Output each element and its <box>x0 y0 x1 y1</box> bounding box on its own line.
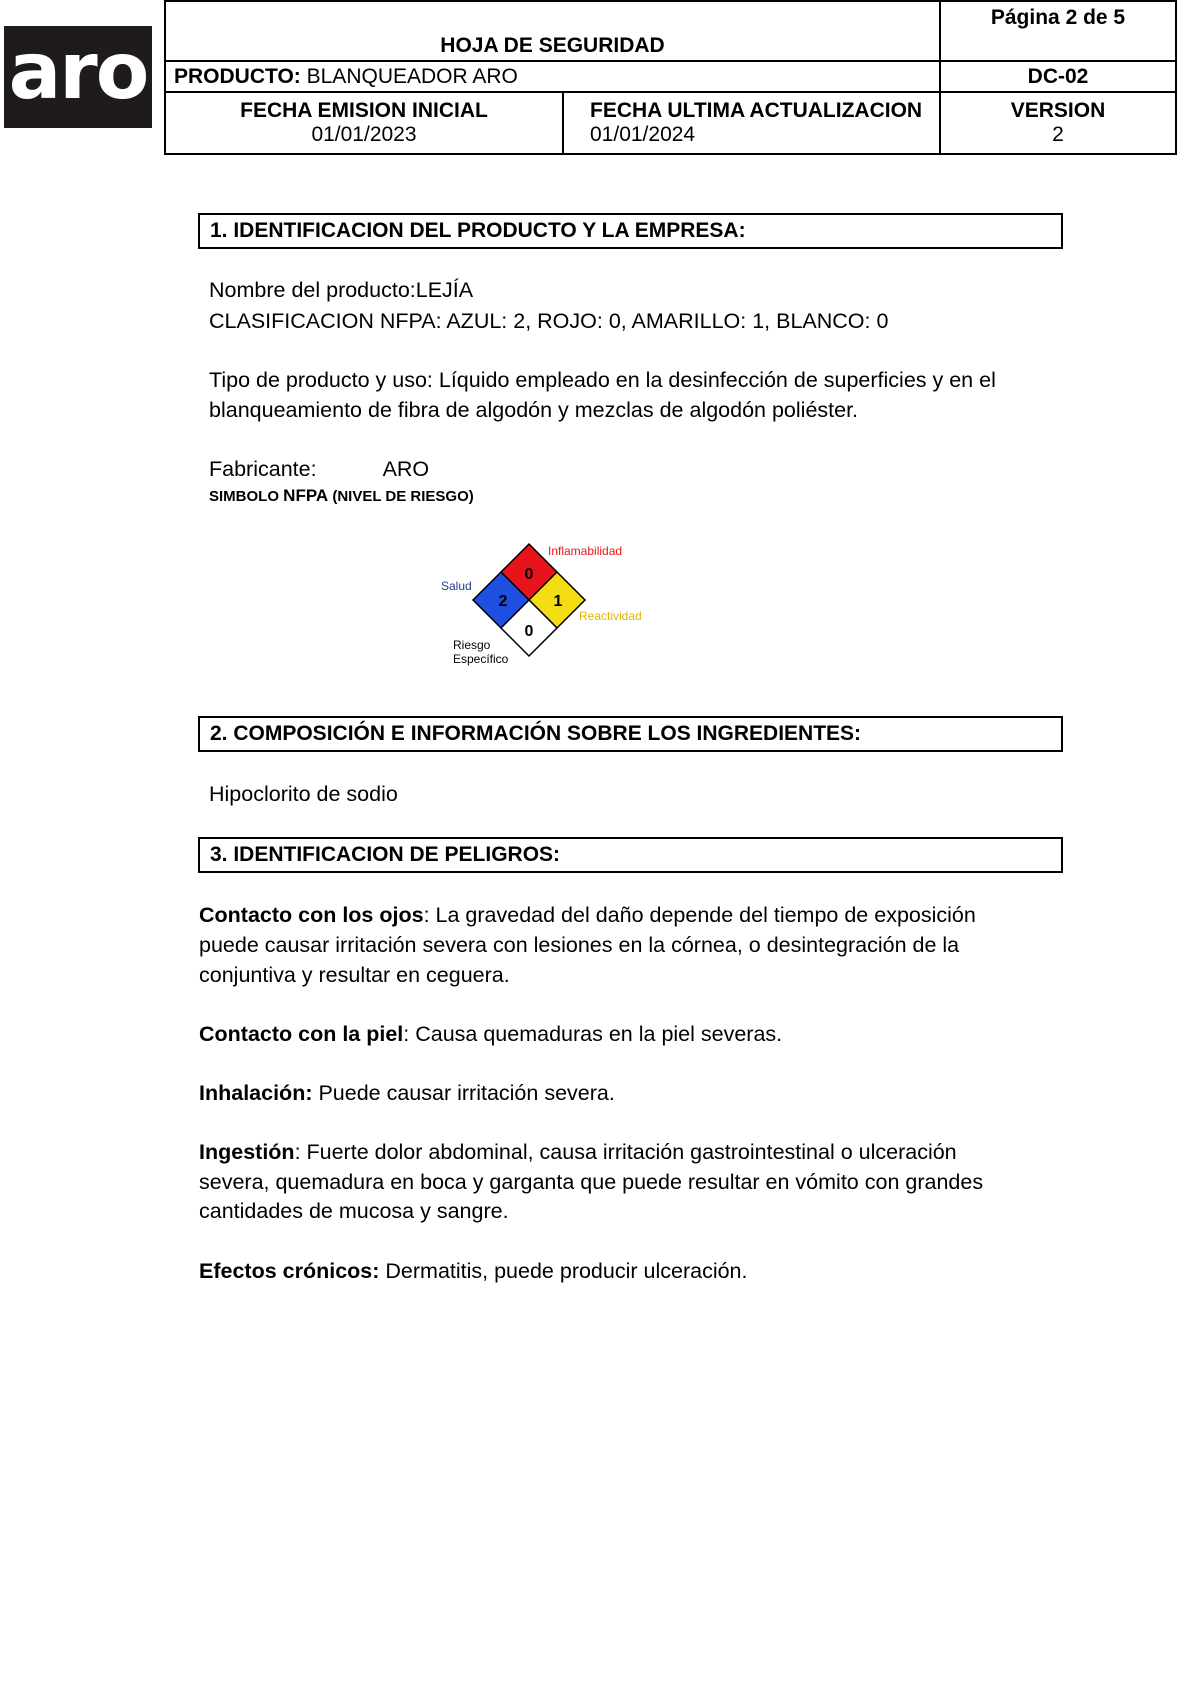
use-line-2: blanqueamiento de fibra de algodón y mezclas de algodón poliéster. <box>209 398 859 422</box>
inhalation-line <box>199 1078 615 1108</box>
nfpa-reactivity-label: Reactividad <box>579 609 642 623</box>
nfpa-specific-label-2: Específico <box>453 652 509 666</box>
chronic-label: Efectos crónicos: <box>199 1259 380 1283</box>
section-2-title: 2. COMPOSICIÓN E INFORMACIÓN SOBRE LOS INGREDIENTES: <box>198 716 1063 752</box>
nfpa-flammability-label: Inflamabilidad <box>548 544 623 558</box>
inhalation-label: Inhalación: <box>199 1081 313 1105</box>
chronic-text: Dermatitis, puede producir ulceración. <box>379 1259 748 1283</box>
manufacturer-line <box>209 454 429 484</box>
manufacturer-label: Fabricante: <box>209 457 317 481</box>
symbol-prefix: SIMBOLO <box>209 488 284 505</box>
company-logo <box>4 26 152 128</box>
inhalation-text: Puede causar irritación severa. <box>312 1081 615 1105</box>
update-date: 01/01/2024 <box>590 123 696 146</box>
eyes-line-2: puede causar irritación severa con lesiones en la córnea, o desintegración de la <box>199 933 960 957</box>
section-1-title: 1. IDENTIFICACION DEL PRODUCTO Y LA EMPRESA: <box>198 213 1063 249</box>
symbol-strong: NFPA <box>283 486 329 505</box>
skin-text: : Causa quemaduras en la piel severas. <box>403 1022 783 1046</box>
nfpa-flammability-value: 0 <box>524 566 534 583</box>
product-name-label: Nombre del producto: <box>209 278 416 302</box>
document-code: DC-02 <box>940 61 1176 92</box>
initial-date-cell <box>165 92 563 154</box>
initial-date: 01/01/2023 <box>311 123 417 146</box>
document-header <box>164 0 1177 155</box>
nfpa-symbol-caption <box>209 484 474 509</box>
ingestion-line-2: severa, quemadura en boca y garganta que puede resultar en vómito con grandes <box>199 1170 984 1194</box>
symbol-suffix: (NIVEL DE RIESGO) <box>328 488 474 505</box>
ingestion-text-1: : Fuerte dolor abdominal, causa irritación gastrointestinal o ulceración <box>294 1140 957 1164</box>
ingredient: Hipoclorito de sodio <box>209 782 398 806</box>
nfpa-classification: CLASIFICACION NFPA: AZUL: 2, ROJO: 0, AMARILLO: 1, BLANCO: 0 <box>209 309 889 333</box>
ingestion-line-1 <box>199 1137 957 1167</box>
chronic-line <box>199 1256 747 1286</box>
ingestion-line-3: cantidades de mucosa y sangre. <box>199 1199 509 1223</box>
nfpa-reactivity-value: 1 <box>553 593 563 610</box>
product-value: BLANQUEADOR ARO <box>306 64 518 88</box>
document-title: HOJA DE SEGURIDAD <box>165 1 940 61</box>
eyes-label: Contacto con los ojos <box>199 903 424 927</box>
product-label: PRODUCTO: <box>174 64 301 88</box>
nfpa-health-label: Salud <box>441 579 472 593</box>
update-date-label: FECHA ULTIMA ACTUALIZACION <box>590 99 923 122</box>
initial-date-label: FECHA EMISION INICIAL <box>240 99 488 122</box>
ingestion-label: Ingestión <box>199 1140 295 1164</box>
product-name: LEJÍA <box>415 278 474 302</box>
eyes-line-1 <box>199 900 976 930</box>
version-label: VERSION <box>1010 99 1106 122</box>
nfpa-diamond <box>438 540 658 675</box>
nfpa-specific-label-1: Riesgo <box>453 638 491 652</box>
page-number: Página 2 de 5 <box>940 1 1176 61</box>
eyes-line-3: conjuntiva y resultar en ceguera. <box>199 963 510 987</box>
product-name-line <box>209 275 473 305</box>
version-cell <box>940 92 1176 154</box>
manufacturer-value: ARO <box>382 457 430 481</box>
use-line-1: Tipo de producto y uso: Líquido empleado en la desinfección de superficies y en el <box>209 368 996 392</box>
eyes-text-1: : La gravedad del daño depende del tiempo de exposición <box>423 903 976 927</box>
version-value: 2 <box>1052 123 1064 146</box>
product-row <box>165 61 940 92</box>
skin-line <box>199 1019 782 1049</box>
nfpa-specific-value: 0 <box>524 623 534 640</box>
update-date-cell <box>563 92 940 154</box>
nfpa-health-value: 2 <box>498 593 508 610</box>
skin-label: Contacto con la piel <box>199 1022 404 1046</box>
section-3-title: 3. IDENTIFICACION DE PELIGROS: <box>198 837 1063 873</box>
logo-text: aro <box>8 27 148 117</box>
